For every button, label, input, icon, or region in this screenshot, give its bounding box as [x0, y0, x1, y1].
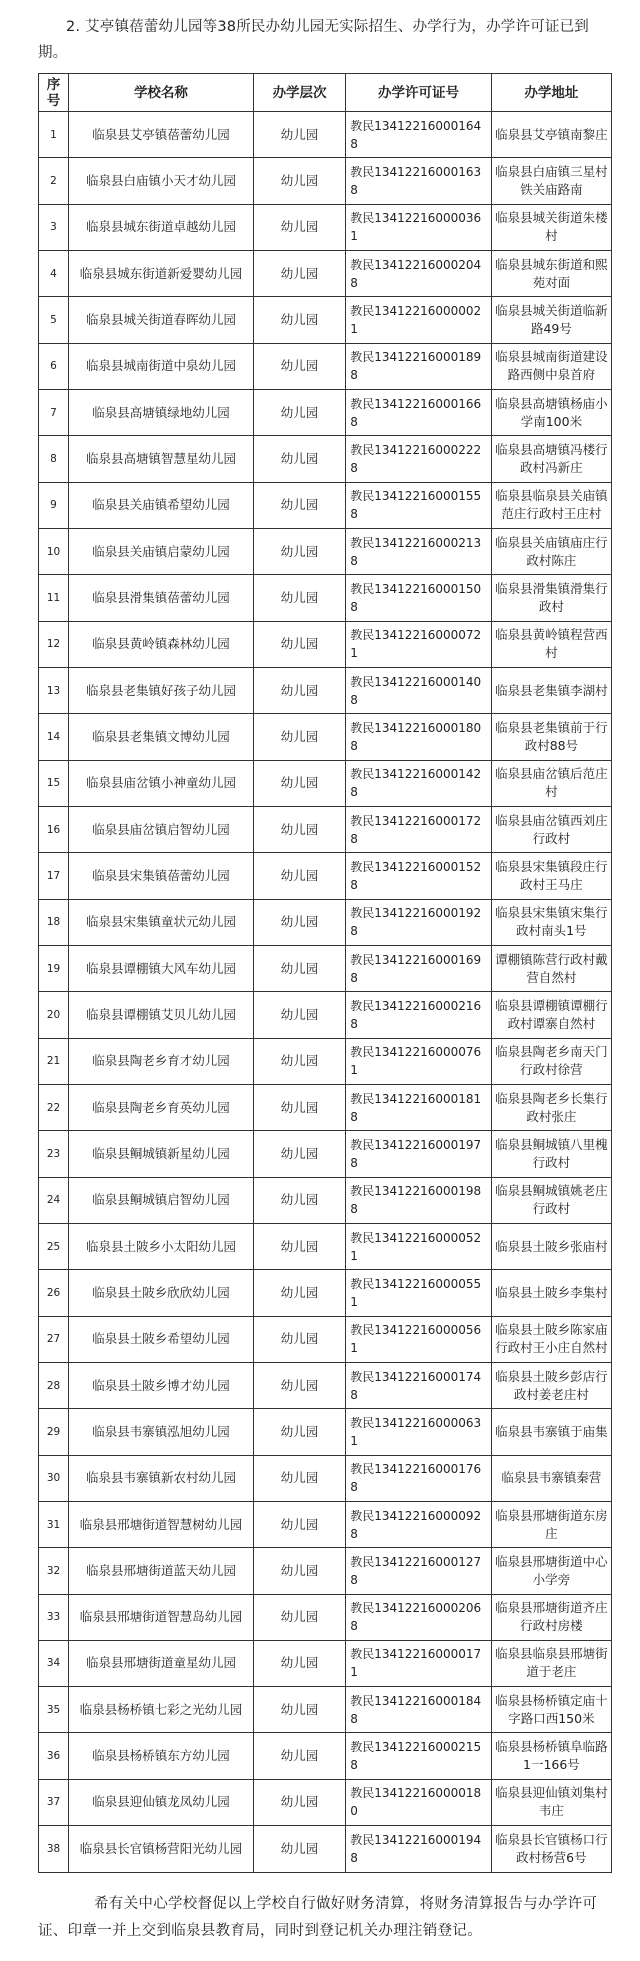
cell-index: 13 — [39, 667, 69, 713]
cell-address: 临泉县庙岔镇西刘庄行政村 — [491, 806, 611, 852]
cell-index: 8 — [39, 436, 69, 482]
cell-level: 幼儿园 — [253, 1316, 345, 1362]
cell-address: 临泉县临泉县邢塘街道于老庄 — [491, 1640, 611, 1686]
cell-school-name: 临泉县城东街道卓越幼儿园 — [69, 204, 254, 250]
cell-address: 临泉县关庙镇庙庄行政村陈庄 — [491, 528, 611, 574]
cell-level: 幼儿园 — [253, 575, 345, 621]
cell-level: 幼儿园 — [253, 1084, 345, 1130]
header-index: 序号 — [39, 74, 69, 112]
header-license: 办学许可证号 — [346, 74, 492, 112]
table-row — [39, 297, 612, 343]
cell-level: 幼儿园 — [253, 760, 345, 806]
cell-index: 19 — [39, 945, 69, 991]
cell-license: 教民134122160000551 — [346, 1270, 492, 1316]
table-row — [39, 1038, 612, 1084]
cell-level: 幼儿园 — [253, 112, 345, 158]
table-row — [39, 945, 612, 991]
cell-address: 临泉县陶老乡南天门行政村徐营 — [491, 1038, 611, 1084]
cell-level: 幼儿园 — [253, 1409, 345, 1455]
cell-level: 幼儿园 — [253, 1640, 345, 1686]
cell-level: 幼儿园 — [253, 158, 345, 204]
cell-index: 18 — [39, 899, 69, 945]
cell-level: 幼儿园 — [253, 667, 345, 713]
table-row — [39, 343, 612, 389]
cell-level: 幼儿园 — [253, 1131, 345, 1177]
cell-school-name: 临泉县宋集镇童状元幼儿园 — [69, 899, 254, 945]
cell-license: 教民134122160001818 — [346, 1084, 492, 1130]
table-row — [39, 250, 612, 296]
cell-index: 23 — [39, 1131, 69, 1177]
cell-license: 教民134122160001988 — [346, 1177, 492, 1223]
cell-index: 31 — [39, 1501, 69, 1547]
cell-level: 幼儿园 — [253, 297, 345, 343]
table-row — [39, 1316, 612, 1362]
cell-level: 幼儿园 — [253, 806, 345, 852]
cell-index: 32 — [39, 1548, 69, 1594]
cell-license: 教民134122160001748 — [346, 1362, 492, 1408]
cell-address: 临泉县土陂乡彭店行政村姜老庄村 — [491, 1362, 611, 1408]
cell-school-name: 临泉县邢塘街道蓝天幼儿园 — [69, 1548, 254, 1594]
cell-school-name: 临泉县鲖城镇启智幼儿园 — [69, 1177, 254, 1223]
cell-address: 临泉县宋集镇宋集行政村南头1号 — [491, 899, 611, 945]
cell-license: 教民134122160001808 — [346, 714, 492, 760]
header-address: 办学地址 — [491, 74, 611, 112]
cell-index: 25 — [39, 1223, 69, 1269]
cell-license: 教民134122160001898 — [346, 343, 492, 389]
cell-address: 临泉县邢塘街道东房庄 — [491, 1501, 611, 1547]
cell-address: 临泉县土陂乡陈家庙行政村王小庄自然村 — [491, 1316, 611, 1362]
cell-level: 幼儿园 — [253, 1687, 345, 1733]
cell-address: 临泉县韦寨镇于庙集 — [491, 1409, 611, 1455]
cell-level: 幼儿园 — [253, 204, 345, 250]
cell-level: 幼儿园 — [253, 1733, 345, 1779]
cell-index: 10 — [39, 528, 69, 574]
cell-school-name: 临泉县艾亭镇蓓蕾幼儿园 — [69, 112, 254, 158]
table-row — [39, 436, 612, 482]
cell-license: 教民134122160000721 — [346, 621, 492, 667]
cell-address: 临泉县宋集镇段庄行政村王马庄 — [491, 853, 611, 899]
cell-school-name: 临泉县陶老乡育才幼儿园 — [69, 1038, 254, 1084]
cell-school-name: 临泉县老集镇文博幼儿园 — [69, 714, 254, 760]
cell-school-name: 临泉县谭棚镇艾贝儿幼儿园 — [69, 992, 254, 1038]
cell-school-name: 临泉县杨桥镇东方幼儿园 — [69, 1733, 254, 1779]
cell-index: 34 — [39, 1640, 69, 1686]
cell-school-name: 临泉县高塘镇智慧星幼儿园 — [69, 436, 254, 482]
table-row — [39, 389, 612, 435]
cell-index: 36 — [39, 1733, 69, 1779]
cell-license: 教民134122160000761 — [346, 1038, 492, 1084]
cell-address: 临泉县杨桥镇阜临路1一166号 — [491, 1733, 611, 1779]
cell-index: 9 — [39, 482, 69, 528]
cell-index: 3 — [39, 204, 69, 250]
cell-address: 临泉县老集镇李湖村 — [491, 667, 611, 713]
header-school-name: 学校名称 — [69, 74, 254, 112]
table-row — [39, 1594, 612, 1640]
table-row — [39, 1084, 612, 1130]
cell-index: 7 — [39, 389, 69, 435]
cell-school-name: 临泉县土陂乡博才幼儿园 — [69, 1362, 254, 1408]
cell-level: 幼儿园 — [253, 1455, 345, 1501]
cell-level: 幼儿园 — [253, 1177, 345, 1223]
cell-school-name: 临泉县宋集镇蓓蕾幼儿园 — [69, 853, 254, 899]
cell-license: 教民134122160001948 — [346, 1826, 492, 1873]
cell-index: 30 — [39, 1455, 69, 1501]
cell-school-name: 临泉县韦寨镇新农村幼儿园 — [69, 1455, 254, 1501]
cell-index: 27 — [39, 1316, 69, 1362]
cell-license: 教民134122160000180 — [346, 1779, 492, 1825]
cell-school-name: 临泉县关庙镇希望幼儿园 — [69, 482, 254, 528]
cell-level: 幼儿园 — [253, 436, 345, 482]
cell-index: 16 — [39, 806, 69, 852]
cell-license: 教民134122160001408 — [346, 667, 492, 713]
cell-license: 教民134122160002158 — [346, 1733, 492, 1779]
cell-index: 22 — [39, 1084, 69, 1130]
cell-school-name: 临泉县邢塘街道智慧岛幼儿园 — [69, 1594, 254, 1640]
table-row — [39, 528, 612, 574]
cell-address: 临泉县白庙镇三星村铁关庙路南 — [491, 158, 611, 204]
cell-address: 临泉县城关街道临新路49号 — [491, 297, 611, 343]
cell-license: 教民134122160001928 — [346, 899, 492, 945]
cell-school-name: 临泉县谭棚镇大风车幼儿园 — [69, 945, 254, 991]
intro-paragraph: 2. 艾亭镇蓓蕾幼儿园等38所民办幼儿园无实际招生、办学行为，办学许可证已到期。 — [38, 19, 589, 61]
cell-license: 教民134122160002068 — [346, 1594, 492, 1640]
header-level: 办学层次 — [253, 74, 345, 112]
cell-license: 教民134122160001668 — [346, 389, 492, 435]
cell-license: 教民134122160000631 — [346, 1409, 492, 1455]
cell-level: 幼儿园 — [253, 621, 345, 667]
cell-address: 临泉县鲖城镇八里槐行政村 — [491, 1131, 611, 1177]
cell-index: 5 — [39, 297, 69, 343]
cell-school-name: 临泉县关庙镇启蒙幼儿园 — [69, 528, 254, 574]
cell-level: 幼儿园 — [253, 1779, 345, 1825]
table-row — [39, 158, 612, 204]
cell-license: 教民134122160001978 — [346, 1131, 492, 1177]
cell-school-name: 临泉县城东街道新爱婴幼儿园 — [69, 250, 254, 296]
table-row — [39, 714, 612, 760]
cell-license: 教民134122160002168 — [346, 992, 492, 1038]
cell-license: 教民134122160001648 — [346, 112, 492, 158]
cell-school-name: 临泉县土陂乡希望幼儿园 — [69, 1316, 254, 1362]
table-row — [39, 1640, 612, 1686]
cell-level: 幼儿园 — [253, 1548, 345, 1594]
cell-level: 幼儿园 — [253, 250, 345, 296]
cell-school-name: 临泉县韦寨镇泓旭幼儿园 — [69, 1409, 254, 1455]
table-row — [39, 1501, 612, 1547]
cell-level: 幼儿园 — [253, 853, 345, 899]
table-row — [39, 760, 612, 806]
cell-index: 1 — [39, 112, 69, 158]
cell-index: 33 — [39, 1594, 69, 1640]
cell-school-name: 临泉县土陂乡欣欣幼儿园 — [69, 1270, 254, 1316]
cell-address: 临泉县邢塘街道中心小学旁 — [491, 1548, 611, 1594]
kindergarten-table — [38, 73, 612, 1873]
cell-address: 临泉县谭棚镇谭棚行政村谭寨自然村 — [491, 992, 611, 1038]
cell-school-name: 临泉县城南街道中泉幼儿园 — [69, 343, 254, 389]
table-row — [39, 575, 612, 621]
cell-license: 教民134122160001768 — [346, 1455, 492, 1501]
table-row — [39, 1409, 612, 1455]
table-row — [39, 204, 612, 250]
cell-address: 临泉县杨桥镇定庙十字路口西150米 — [491, 1687, 611, 1733]
cell-address: 临泉县鲖城镇姚老庄行政村 — [491, 1177, 611, 1223]
table-row — [39, 1733, 612, 1779]
cell-index: 21 — [39, 1038, 69, 1084]
cell-index: 37 — [39, 1779, 69, 1825]
cell-address: 临泉县临泉县关庙镇范庄行政村王庄村 — [491, 482, 611, 528]
cell-school-name: 临泉县滑集镇蓓蕾幼儿园 — [69, 575, 254, 621]
cell-index: 2 — [39, 158, 69, 204]
cell-school-name: 临泉县鲖城镇新星幼儿园 — [69, 1131, 254, 1177]
cell-index: 35 — [39, 1687, 69, 1733]
table-row — [39, 992, 612, 1038]
cell-index: 6 — [39, 343, 69, 389]
cell-index: 4 — [39, 250, 69, 296]
cell-license: 教民134122160001638 — [346, 158, 492, 204]
cell-address: 临泉县土陂乡张庙村 — [491, 1223, 611, 1269]
table-row — [39, 482, 612, 528]
cell-index: 14 — [39, 714, 69, 760]
cell-level: 幼儿园 — [253, 1362, 345, 1408]
cell-level: 幼儿园 — [253, 343, 345, 389]
cell-school-name: 临泉县迎仙镇龙凤幼儿园 — [69, 1779, 254, 1825]
cell-index: 17 — [39, 853, 69, 899]
cell-address: 临泉县老集镇前于行政村88号 — [491, 714, 611, 760]
cell-level: 幼儿园 — [253, 1270, 345, 1316]
cell-level: 幼儿园 — [253, 1223, 345, 1269]
table-header-row — [39, 74, 612, 112]
table-row — [39, 806, 612, 852]
cell-index: 24 — [39, 1177, 69, 1223]
table-row — [39, 621, 612, 667]
cell-school-name: 临泉县庙岔镇启智幼儿园 — [69, 806, 254, 852]
cell-school-name: 临泉县长官镇杨营阳光幼儿园 — [69, 1826, 254, 1873]
cell-school-name: 临泉县老集镇好孩子幼儿园 — [69, 667, 254, 713]
cell-license: 教民134122160000928 — [346, 1501, 492, 1547]
cell-school-name: 临泉县土陂乡小太阳幼儿园 — [69, 1223, 254, 1269]
cell-address: 临泉县韦寨镇秦营 — [491, 1455, 611, 1501]
cell-address: 临泉县庙岔镇后范庄村 — [491, 760, 611, 806]
cell-school-name: 临泉县城关街道春晖幼儿园 — [69, 297, 254, 343]
cell-license: 教民134122160001728 — [346, 806, 492, 852]
cell-address: 临泉县城南街道建设路西侧中泉首府 — [491, 343, 611, 389]
cell-license: 教民134122160000171 — [346, 1640, 492, 1686]
cell-address: 临泉县高塘镇杨庙小学南100米 — [491, 389, 611, 435]
cell-index: 28 — [39, 1362, 69, 1408]
cell-school-name: 临泉县杨桥镇七彩之光幼儿园 — [69, 1687, 254, 1733]
cell-level: 幼儿园 — [253, 1501, 345, 1547]
cell-index: 11 — [39, 575, 69, 621]
cell-license: 教民134122160001508 — [346, 575, 492, 621]
cell-school-name: 临泉县陶老乡育英幼儿园 — [69, 1084, 254, 1130]
cell-license: 教民134122160001278 — [346, 1548, 492, 1594]
cell-index: 29 — [39, 1409, 69, 1455]
table-row — [39, 667, 612, 713]
cell-license: 教民134122160002048 — [346, 250, 492, 296]
cell-level: 幼儿园 — [253, 899, 345, 945]
cell-index: 26 — [39, 1270, 69, 1316]
cell-index: 38 — [39, 1826, 69, 1873]
table-row — [39, 1779, 612, 1825]
table-row — [39, 853, 612, 899]
cell-level: 幼儿园 — [253, 1826, 345, 1873]
cell-level: 幼儿园 — [253, 714, 345, 760]
cell-address: 临泉县陶老乡长集行政村张庄 — [491, 1084, 611, 1130]
cell-level: 幼儿园 — [253, 1594, 345, 1640]
cell-level: 幼儿园 — [253, 528, 345, 574]
cell-address: 临泉县城东街道和熙苑对面 — [491, 250, 611, 296]
cell-index: 15 — [39, 760, 69, 806]
cell-address: 谭棚镇陈营行政村戴营自然村 — [491, 945, 611, 991]
table-row — [39, 1177, 612, 1223]
cell-address: 临泉县土陂乡李集村 — [491, 1270, 611, 1316]
cell-license: 教民134122160001848 — [346, 1687, 492, 1733]
table-row — [39, 1131, 612, 1177]
cell-address: 临泉县迎仙镇刘集村韦庄 — [491, 1779, 611, 1825]
cell-level: 幼儿园 — [253, 1038, 345, 1084]
cell-level: 幼儿园 — [253, 389, 345, 435]
cell-address: 临泉县滑集镇滑集行政村 — [491, 575, 611, 621]
table-row — [39, 112, 612, 158]
cell-license: 教民134122160001698 — [346, 945, 492, 991]
cell-license: 教民134122160001528 — [346, 853, 492, 899]
table-row — [39, 1455, 612, 1501]
table-row — [39, 1548, 612, 1594]
cell-license: 教民134122160000521 — [346, 1223, 492, 1269]
cell-address: 临泉县黄岭镇程营西村 — [491, 621, 611, 667]
cell-license: 教民134122160000021 — [346, 297, 492, 343]
table-row — [39, 1826, 612, 1873]
table-row — [39, 1223, 612, 1269]
cell-index: 20 — [39, 992, 69, 1038]
table-row — [39, 1270, 612, 1316]
cell-school-name: 临泉县黄岭镇森林幼儿园 — [69, 621, 254, 667]
closing-paragraph: 希有关中心学校督促以上学校自行做好财务清算，将财务清算报告与办学许可证、印章一并上交到临泉县教育局，同时到登记机关办理注销登记。 — [38, 1896, 598, 1939]
cell-school-name: 临泉县邢塘街道童星幼儿园 — [69, 1640, 254, 1686]
table-row — [39, 1362, 612, 1408]
cell-license: 教民134122160002228 — [346, 436, 492, 482]
cell-address: 临泉县长官镇杨口行政村杨营6号 — [491, 1826, 611, 1873]
cell-license: 教民134122160000361 — [346, 204, 492, 250]
cell-address: 临泉县艾亭镇南黎庄 — [491, 112, 611, 158]
cell-level: 幼儿园 — [253, 482, 345, 528]
cell-license: 教民134122160000561 — [346, 1316, 492, 1362]
table-row — [39, 899, 612, 945]
cell-address: 临泉县高塘镇冯楼行政村冯新庄 — [491, 436, 611, 482]
cell-index: 12 — [39, 621, 69, 667]
cell-school-name: 临泉县庙岔镇小神童幼儿园 — [69, 760, 254, 806]
cell-school-name: 临泉县邢塘街道智慧树幼儿园 — [69, 1501, 254, 1547]
table-row — [39, 1687, 612, 1733]
cell-address: 临泉县邢塘街道齐庄行政村房楼 — [491, 1594, 611, 1640]
cell-level: 幼儿园 — [253, 945, 345, 991]
cell-license: 教民134122160001558 — [346, 482, 492, 528]
cell-license: 教民134122160002138 — [346, 528, 492, 574]
cell-license: 教民134122160001428 — [346, 760, 492, 806]
table-body — [39, 112, 612, 1873]
cell-school-name: 临泉县白庙镇小天才幼儿园 — [69, 158, 254, 204]
cell-level: 幼儿园 — [253, 992, 345, 1038]
cell-address: 临泉县城关街道朱楼村 — [491, 204, 611, 250]
cell-school-name: 临泉县高塘镇绿地幼儿园 — [69, 389, 254, 435]
